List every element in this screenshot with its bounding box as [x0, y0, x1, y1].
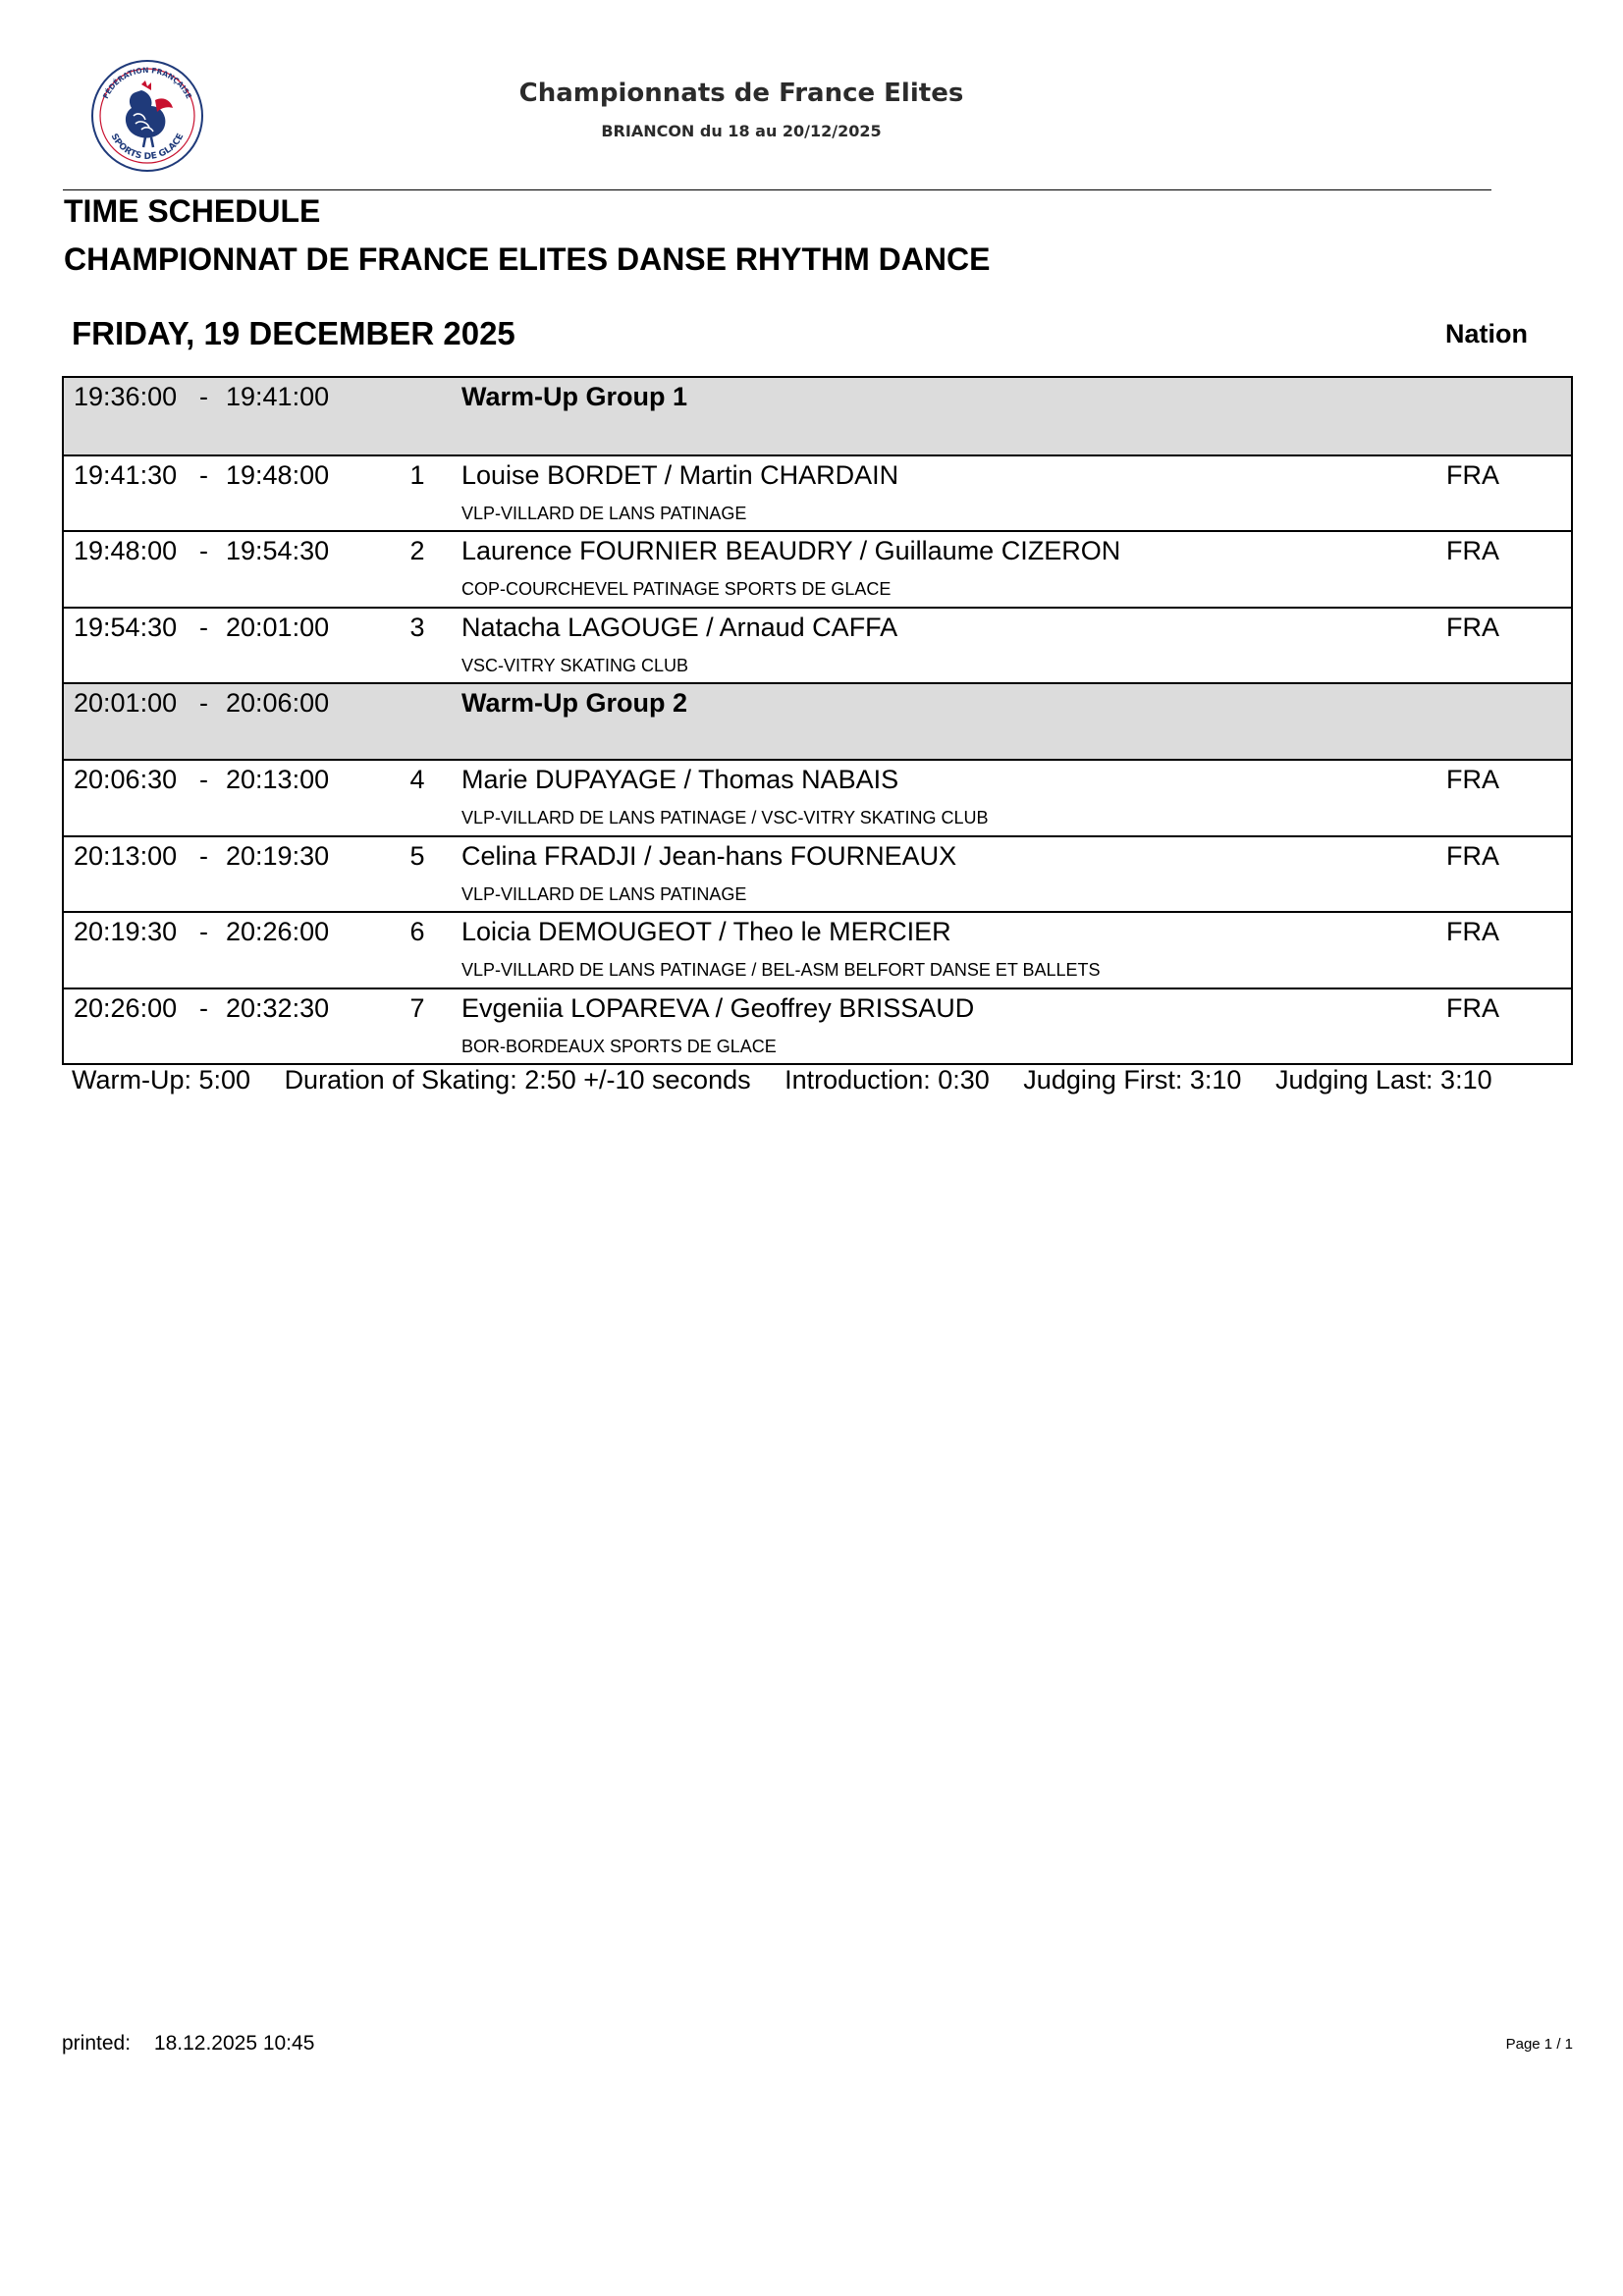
club-name: VLP-VILLARD DE LANS PATINAGE: [461, 503, 747, 523]
svg-text:SPORTS DE GLACE: SPORTS DE GLACE: [108, 132, 187, 163]
start-time: 20:19:30: [74, 917, 178, 947]
warmup-row: [64, 378, 1571, 454]
end-time: 20:01:00: [226, 612, 330, 642]
end-time: 20:06:00: [226, 688, 330, 719]
category-title: CHAMPIONNAT DE FRANCE ELITES DANSE RHYTHM DANCE: [64, 241, 991, 277]
time-separator: -: [199, 764, 208, 794]
introduction-duration: Introduction: 0:30: [784, 1065, 990, 1095]
start-number: 6: [409, 917, 425, 947]
printed-label: printed:: [62, 2032, 132, 2055]
start-number: 4: [409, 764, 425, 794]
warmup-label: Warm-Up Group 1: [461, 382, 688, 411]
couple-name: Natacha LAGOUGE / Arnaud CAFFA: [461, 612, 898, 642]
judging-first: Judging First: 3:10: [1023, 1065, 1242, 1095]
time-separator: -: [199, 612, 208, 642]
table-row: [64, 835, 1571, 912]
club-name: COP-COURCHEVEL PATINAGE SPORTS DE GLACE: [461, 579, 892, 600]
end-time: 20:32:30: [226, 992, 330, 1023]
club-name: VLP-VILLARD DE LANS PATINAGE / BEL-ASM BELFORT DANSE ET BALLETS: [461, 960, 1101, 981]
start-time: 19:36:00: [74, 382, 178, 411]
couple-name: Evgeniia LOPAREVA / Geoffrey BRISSAUD: [461, 992, 975, 1023]
nation-code: FRA: [1446, 764, 1499, 794]
table-row: [64, 988, 1571, 1064]
start-number: 5: [409, 840, 425, 871]
time-separator: -: [199, 382, 208, 411]
table-row: [64, 530, 1571, 607]
nation-code: FRA: [1446, 536, 1499, 566]
club-name: VSC-VITRY SKATING CLUB: [461, 655, 689, 675]
time-separator: -: [199, 536, 208, 566]
header-divider: [63, 189, 1491, 190]
couple-name: Marie DUPAYAGE / Thomas NABAIS: [461, 764, 899, 794]
event-title: Championnats de France Elites: [518, 79, 964, 108]
day-title: FRIDAY, 19 DECEMBER 2025: [72, 315, 515, 351]
club-name: VLP-VILLARD DE LANS PATINAGE: [461, 883, 747, 904]
start-number: 7: [409, 992, 425, 1023]
document-type: TIME SCHEDULE: [64, 193, 321, 229]
nation-code: FRA: [1446, 612, 1499, 642]
judging-last: Judging Last: 3:10: [1274, 1065, 1492, 1095]
timing-info: [72, 1065, 1519, 1095]
time-separator: -: [199, 992, 208, 1023]
time-separator: -: [199, 688, 208, 719]
start-number: 1: [409, 459, 425, 490]
table-row: [64, 759, 1571, 835]
start-time: 20:06:30: [74, 764, 178, 794]
end-time: 20:13:00: [226, 764, 330, 794]
table-row: [64, 607, 1571, 683]
couple-name: Celina FRADJI / Jean-hans FOURNEAUX: [461, 840, 957, 871]
club-name: BOR-BORDEAUX SPORTS DE GLACE: [461, 1036, 777, 1056]
end-time: 19:41:00: [226, 382, 330, 411]
start-time: 20:01:00: [74, 688, 178, 719]
time-separator: -: [199, 917, 208, 947]
printed-timestamp: [62, 2032, 314, 2056]
time-separator: -: [199, 840, 208, 871]
nation-code: FRA: [1446, 917, 1499, 947]
svg-text:FÉDÉRATION FRANÇAISE: FÉDÉRATION FRANÇAISE: [100, 65, 194, 101]
schedule-table: [62, 376, 1573, 1065]
end-time: 20:26:00: [226, 917, 330, 947]
warmup-label: Warm-Up Group 2: [461, 688, 688, 719]
ffsg-logo: [86, 55, 208, 177]
start-time: 19:54:30: [74, 612, 178, 642]
table-row: [64, 454, 1571, 531]
start-time: 20:26:00: [74, 992, 178, 1023]
start-time: 20:13:00: [74, 840, 178, 871]
start-number: 2: [409, 536, 425, 566]
table-row: [64, 911, 1571, 988]
nation-code: FRA: [1446, 459, 1499, 490]
end-time: 19:54:30: [226, 536, 330, 566]
warmup-duration: Warm-Up: 5:00: [72, 1065, 251, 1095]
event-subtitle: BRIANCON du 18 au 20/12/2025: [601, 122, 882, 140]
start-time: 19:41:30: [74, 459, 178, 490]
nation-code: FRA: [1446, 992, 1499, 1023]
start-time: 19:48:00: [74, 536, 178, 566]
skating-duration: Duration of Skating: 2:50 +/-10 seconds: [284, 1065, 751, 1095]
start-number: 3: [409, 612, 425, 642]
club-name: VLP-VILLARD DE LANS PATINAGE / VSC-VITRY SKATING CLUB: [461, 807, 989, 828]
warmup-row: [64, 682, 1571, 759]
end-time: 19:48:00: [226, 459, 330, 490]
time-separator: -: [199, 459, 208, 490]
page-number: Page 1 / 1: [1505, 2036, 1573, 2053]
printed-value: 18.12.2025 10:45: [153, 2032, 315, 2055]
end-time: 20:19:30: [226, 840, 330, 871]
couple-name: Louise BORDET / Martin CHARDAIN: [461, 459, 899, 490]
nation-column-header: Nation: [1445, 319, 1528, 348]
couple-name: Laurence FOURNIER BEAUDRY / Guillaume CIZERON: [461, 536, 1121, 566]
couple-name: Loicia DEMOUGEOT / Theo le MERCIER: [461, 917, 951, 947]
nation-code: FRA: [1446, 840, 1499, 871]
